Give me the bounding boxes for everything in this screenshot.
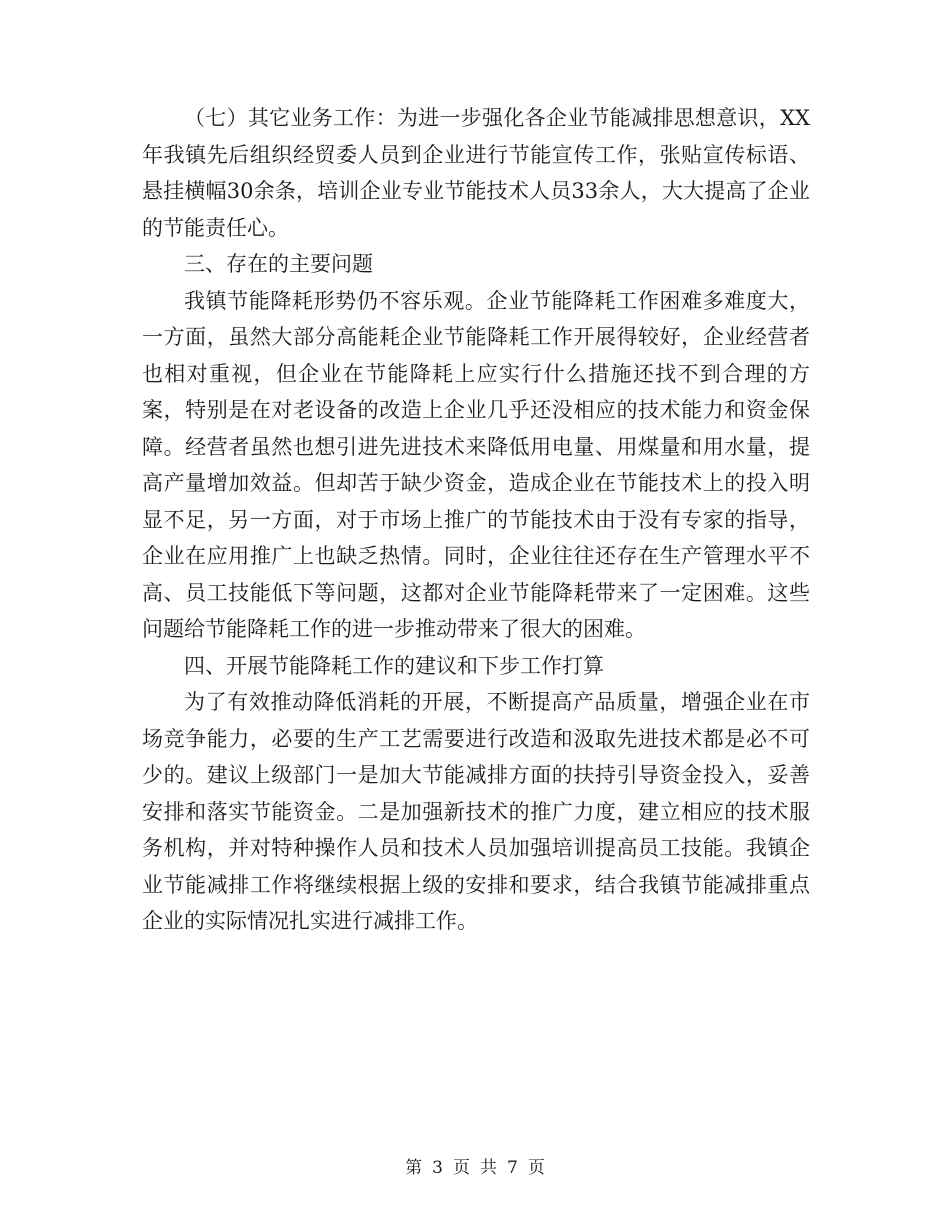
footer-total-pages: 7 (507, 1158, 518, 1178)
document-body (142, 100, 810, 940)
footer-page-label: 页 (453, 1158, 470, 1178)
page-footer (0, 1156, 950, 1180)
footer-total-label: 共 (480, 1158, 497, 1178)
section-heading-problems: 三、存在的主要问题 (184, 252, 373, 276)
footer-prefix: 第 (405, 1158, 423, 1178)
paragraph-other-work: （七）其它业务工作：为进一步强化各企业节能减排思想意识，XX年我镇先后组织经贸委人员到企业进行节能宣传工作，张贴宣传标语、悬挂横幅30余条，培训企业专业节能技术人员33余人，大大提高了企业的节能责任心。 (142, 106, 810, 240)
footer-page-number: 3 (432, 1158, 443, 1178)
section-heading-suggestions: 四、开展节能降耗工作的建议和下步工作打算 (184, 653, 604, 678)
paragraph-problems: 我镇节能降耗形势仍不容乐观。企业节能降耗工作困难多难度大，一方面，虽然大部分高能耗企业节能降耗工作开展得较好，企业经营者也相对重视，但企业在节能降耗上应实行什么措施还找不到合理的方案，特别是在对老设备的改造上企业几乎还没相应的技术能力和资金保障。经营者虽然也想引进先进技术来降低用电量、用煤量和用水量，提高产量增加效益。但却苦于缺少资金，造成企业在节能技术上的投入明显不足，另一方面，对于市场上推广的节能技术由于没有专家的指导，企业在应用推广上也缺乏热情。同时，企业往往还存在生产管理水平不高、员工技能低下等问题，这都对企业节能降耗带来了一定困难。这些问题给节能降耗工作的进一步推动带来了很大的困难。 (142, 288, 810, 641)
paragraph-suggestions: 为了有效推动降低消耗的开展，不断提高产品质量，增强企业在市场竞争能力，必要的生产工艺需要进行改造和汲取先进技术都是必不可少的。建议上级部门一是加大节能减排方面的扶持引导资金投入，妥善安排和落实节能资金。二是加强新技术的推广力度，建立相应的技术服务机构，并对特种操作人员和技术人员加强培训提高员工技能。我镇企业节能减排工作将继续根据上级的安排和要求，结合我镇节能减排重点企业的实际情况扎实进行减排工作。 (142, 690, 810, 933)
footer-suffix: 页 (527, 1158, 545, 1178)
